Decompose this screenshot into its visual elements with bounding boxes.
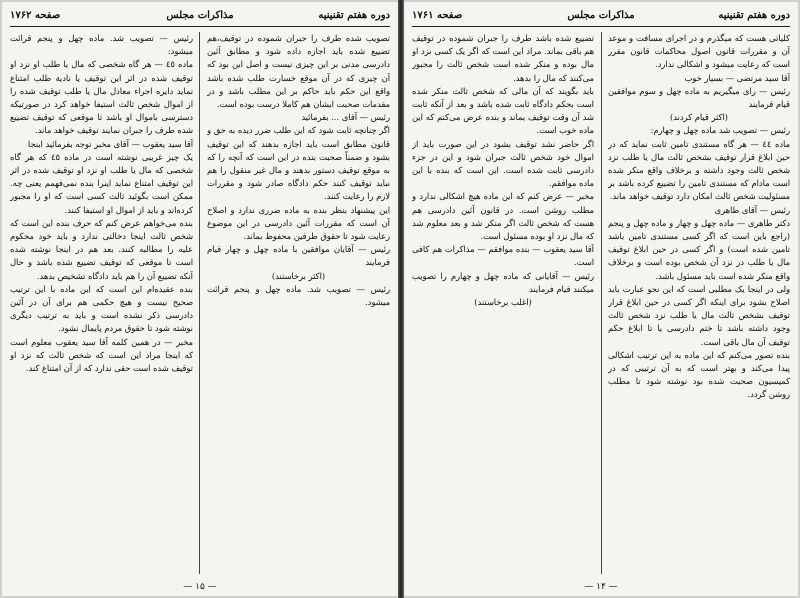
- left-page-right-column: [207, 32, 390, 574]
- right-header-title: مذاکرات مجلس: [567, 10, 635, 21]
- paragraph: ماده ٤٥ — هر گاه شخصی که مال یا طلب او نزد او توقیف شده در اثر این توقیف یا نادیة طلب امتناع نماید دایره اجراء معادل مال یا طلب توقیف شده را از اموال شخص ثالث استیفا خواهد کرد در صورتیکه دسترسی باموال او باشد تا موقعی که توقیف تضییع شده طرف را جبران نمایند توقیف خواهد ماند.: [10, 59, 193, 136]
- paragraph: آقا سید مرتضی — بسیار خوب: [684, 72, 790, 83]
- left-header-rule: [10, 26, 390, 27]
- paragraph: بنده می‌خواهم عرض کنم که حرف بنده این است که شخص ثالث اینجا دخالتی ندارد و باید خود محکوم علیه را مطالبه کنند. بعد هم در اینجا نوشته شده است تا موقعی که توقیف تضییع شده باشد و حال آنکه تضییع آن را هم باید دادگاه تشخیص بدهد.: [10, 217, 193, 281]
- paragraph: ولی در اینجا یک مطلبی است که این نحو عبارت باید اصلاح بشود برای اینکه اگر کسی در حین ابلاغ قرار توقیف بشخص ثالث مال یا طلب نزد شخص ثالث وجود داشته باشد تا ختم دادرسی یا تا ابلاغ حکم توقیف آن مال باقی است.: [608, 283, 790, 347]
- right-page-left-column: [412, 32, 594, 574]
- vote-note: (اکثر قیام کردند): [669, 112, 729, 123]
- right-header-rule: [412, 26, 790, 27]
- paragraph: مخبر — عرض کنم که این ماده هیچ اشکالی ندارد و مطلب روشن است. در قانون آئین دادرسی هم هست که شخص ثالث اگر منکر شد و بعد معلوم شد که مال نزد او بوده مسئول است.: [412, 191, 594, 242]
- left-header-session: دوره هفتم تقنینیه: [318, 10, 390, 21]
- left-page-left-column: [10, 32, 193, 574]
- vote-note: (اکثر برخاستند): [271, 270, 326, 281]
- left-header-page-number: صفحه ۱۷۶۲: [10, 10, 61, 21]
- left-page-header: [10, 8, 390, 24]
- paragraph: آقا سید یعقوب — آقای مخبر توجه بفرمائید اینجا: [27, 138, 193, 149]
- paragraph: دکتر طاهری — ماده چهل و چهار و ماده چهل و پنجم (راجع باین است که اگر کسی مستندی تامین باشد تامین شده است) و اگر کسی در حین ابلاغ توقیف مال یا طلب در نزد آن شخص بوده است و برخلاف واقع منکر شده است باید مسئول باشد.: [608, 217, 790, 281]
- paragraph: اگر چنانچه ثابت شود که این طلب ضرر دیده به حق و قانون مطابق است باید اجازه بدهند که این توقیف بشود و ضمناً صحبت بنده در این است که آنچه را که به موقع توقیف دستور بدهند و مال غیر منقول را هم نباید توقیف کنند حکم دادگاه صادر شود و مقررات لازم را رعایت کنند.: [207, 125, 390, 202]
- right-header-session: دوره هفتم تقنینیه: [718, 10, 790, 21]
- paragraph: کلیاتی هست که میگذرم و در اجرای مسافت و موعد آن و مقررات قانون اصول محاکمات قانون مقرر است که رعایت میشود و اشکالی ندارد.: [608, 33, 790, 70]
- right-page-footer: — ۱۴ —: [584, 582, 618, 592]
- paragraph: مخبر — در همین کلمه آقا سید یعقوب معلوم است که اینجا مراد این است که شخص ثالث که نزد او توقیف شده است حقی ندارد که از آن امتناع کند.: [10, 336, 193, 374]
- paragraph: آقا سید یعقوب — بنده موافقم — مذاکرات هم کافی است.: [412, 244, 594, 268]
- paragraph: رئیس — آقایان موافقین با ماده چهل و چهار قیام فرمایند: [207, 244, 390, 268]
- paragraph: رئیس — تصویب شد. ماده چهل و پنجم قرائت میشود:: [10, 33, 193, 57]
- paragraph: رئیس — آقای طاهری: [714, 204, 790, 215]
- paragraph: رئیس — تصویب شد. ماده چهل و پنجم قرائت میشود.: [207, 283, 390, 308]
- right-page-right-column: [608, 32, 790, 574]
- paragraph: رئیس — تصویب شد ماده چهل و چهارم:: [650, 125, 790, 136]
- paragraph: ماده ٤٤ — هر گاه مستندی تامین ثابت نماید که در حین ابلاغ قرار توقیف بشخص ثالث مال یا طلب نزد شخص ثالث وجود داشته و برخلاف واقع منکر شده است مادام که مستندی تامین را تضییع کرده باشد بر مسئولیت شخص ثالث امکان دارد توقیف خواهد ماند.: [608, 138, 790, 202]
- paragraph: باید بگویند که آن مالی که شخص ثالث منکر شده است بحکم دادگاه ثابت شده باشد و بعد از آنکه ثابت شد آن وقت توقیف بماند و بنده عرض می‌کنم که این ماده خوب است.: [412, 85, 594, 136]
- right-column-divider: [601, 32, 602, 574]
- paragraph: این پیشنهاد بنظر بنده به ماده ضرری ندارد و اصلاح آن است که مقررات آئین دادرسی در این موضوع رعایت شود تا حقوق طرفین محفوظ بماند.: [207, 204, 390, 242]
- paragraph: رئیس — آقایانی که ماده چهل و چهارم را تصویب میکنند قیام فرمایند: [412, 270, 594, 294]
- paragraph: رئیس — رای میگیریم به ماده چهل و سوم موافقین قیام فرمایند: [608, 85, 790, 110]
- paragraph: رئیس — آقای ... بفرمائید: [301, 112, 390, 123]
- paragraph: اگر حاضر نشد توقیف بشود در این صورت باید از اموال خود شخص ثالث جبران شود و این در جزء دادرسی ثابت شده است. این است که بنده با این ماده موافقم.: [412, 138, 594, 189]
- left-column-divider: [199, 32, 200, 574]
- paragraph: بنده عقیده‌ام این است که این ماده با این ترتیب صحیح نیست و هیچ حکمی هم برای آن در آئین دادرسی ذکر نشده است و باید به ترتیب دیگری نوشته شود تا حقوق مردم پایمال نشود.: [10, 283, 193, 334]
- right-page: [404, 2, 798, 596]
- right-header-page-number: صفحه ۱۷۶۱: [412, 10, 463, 21]
- right-page-header: [412, 8, 790, 24]
- left-header-title: مذاکرات مجلس: [166, 10, 234, 21]
- vote-note: (اغلب برخاستند): [474, 297, 532, 308]
- paragraph: بنده تصور می‌کنم که این ماده به این ترتیب اشکالی پیدا می‌کند و بهتر است که به آن ترتیبی که در کمیسیون صحبت شده بود نوشته شود تا مطلب روشن گردد.: [608, 349, 790, 400]
- paragraph: تصویب شده طرف را جبران شموده در توقیف،هم تضییع شده باید اجازه داده شود و مطابق آئین دادرسی مدنی بر این چیزی نیست و اصل این بود که آن چیزی که در آن موقع خسارت طلب شده باشد واقع این حکم باید حاکم بر این مطلب باشد و در مقدمات صحبت ایشان هم کاملا درست بوده است.: [207, 33, 390, 110]
- paragraph: یک چیز غریبی نوشته است در ماده ٤٥ که هر گاه شخصی که مال یا طلب او نزد او توقیف شده در اثر این توقیف امتناع نماید اینرا بنده نمی‌فهمم یعنی چه. ممکن است بگوئید ثالث کسی است که او را مجبور کرده‌اند و باید از اموال او استیفا کنند.: [10, 151, 193, 215]
- left-page-footer: — ۱۵ —: [183, 582, 217, 592]
- paragraph: تضییع شده باشد طرف را جبران شموده در توقیف هم باقی بماند. مراد این است که اگر یک کسی نزد او مال بوده و منکر شده است شخص ثالث را مجبور می‌کنند که مال را بدهد.: [412, 33, 594, 83]
- left-page: [2, 2, 398, 596]
